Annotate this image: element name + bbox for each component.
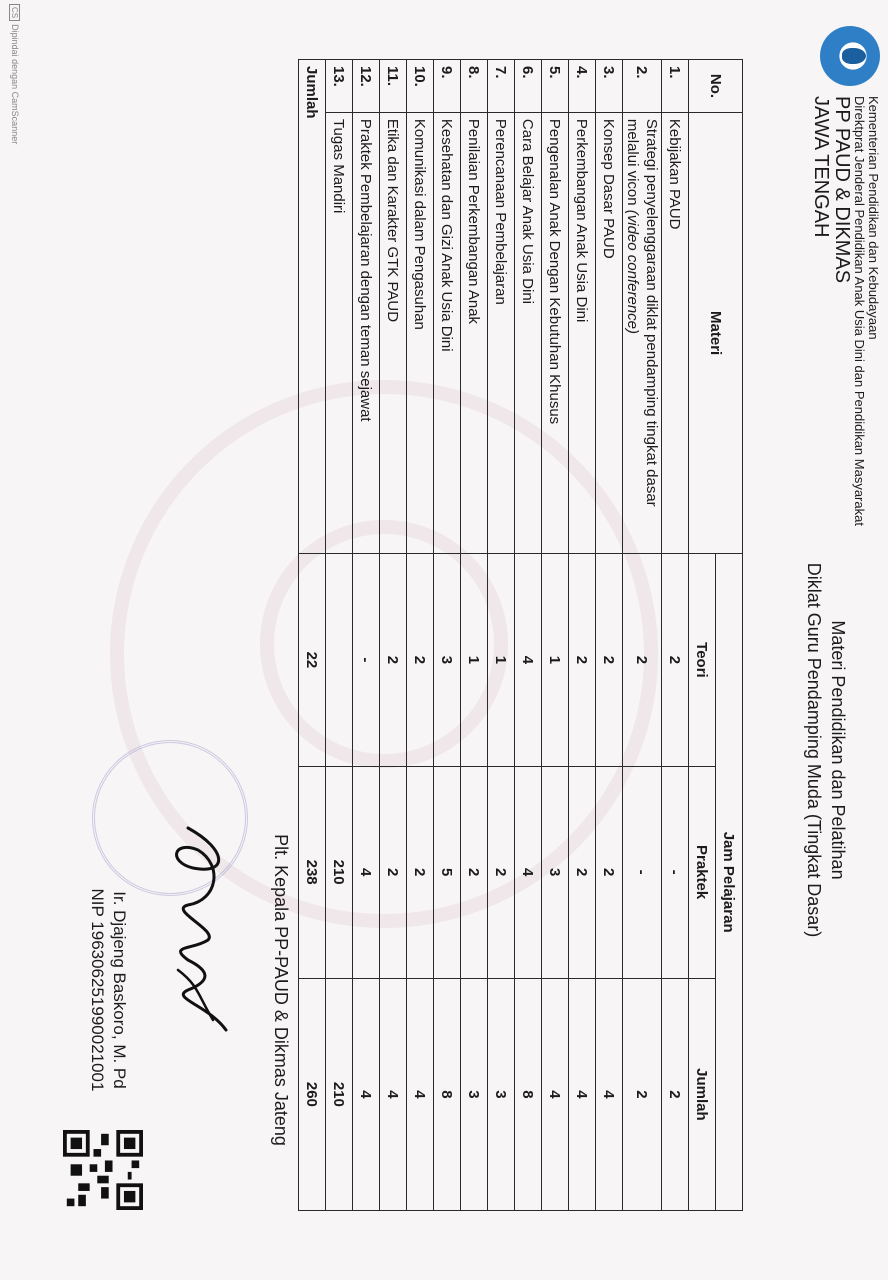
- row-teori: 2: [569, 554, 596, 766]
- row-jumlah: 8: [515, 978, 542, 1210]
- row-teori: 4: [515, 554, 542, 766]
- row-materi: Kebijakan PAUD: [662, 112, 689, 553]
- row-jumlah: 2: [623, 978, 662, 1210]
- total-label: Jumlah: [299, 60, 326, 554]
- header-praktek: Praktek: [689, 766, 716, 978]
- table-row: [353, 60, 380, 1211]
- table-row: [326, 60, 353, 1211]
- row-no: 11.: [380, 60, 407, 113]
- row-no: 8.: [461, 60, 488, 113]
- qr-code-icon: [63, 1130, 143, 1210]
- row-no: 12.: [353, 60, 380, 113]
- table-row: [596, 60, 623, 1211]
- signatory-name: Ir. Djajeng Baskoro, M. Pd: [110, 891, 129, 1089]
- row-materi: Konsep Dasar PAUD: [596, 112, 623, 553]
- region-name: JAWA TENGAH: [810, 96, 832, 238]
- ministry-name: Kementerian Pendidikan dan Kebudayaan: [866, 96, 881, 340]
- document-title: [802, 470, 850, 1030]
- row-teori: 1: [461, 554, 488, 766]
- table-row: [623, 60, 662, 1211]
- total-teori: 22: [299, 554, 326, 766]
- row-jumlah: 2: [662, 978, 689, 1210]
- signatory-nip: NIP 196306251990021001: [88, 888, 107, 1092]
- row-jumlah: 4: [569, 978, 596, 1210]
- row-materi: Etika dan Karakter GTK PAUD: [380, 112, 407, 553]
- row-praktek: 2: [596, 766, 623, 978]
- header-jumlah: Jumlah: [689, 978, 716, 1210]
- handwritten-signature-icon: [153, 820, 248, 1040]
- row-teori: 3: [434, 554, 461, 766]
- row-materi: Pengenalan Anak Dengan Kebutuhan Khusus: [542, 112, 569, 553]
- row-praktek: 4: [515, 766, 542, 978]
- row-jumlah: 4: [407, 978, 434, 1210]
- row-jumlah: 4: [353, 978, 380, 1210]
- row-teori: 2: [407, 554, 434, 766]
- institution-block: [810, 96, 880, 526]
- scanner-watermark: [9, 4, 20, 144]
- row-no: 6.: [515, 60, 542, 113]
- row-no: 5.: [542, 60, 569, 113]
- signatory-position: Plt. Kepala PP-PAUD & Dikmas Jateng: [271, 834, 291, 1146]
- camscanner-badge-icon: CS: [9, 4, 20, 21]
- row-jumlah: 210: [326, 978, 353, 1210]
- row-teori: [326, 554, 353, 766]
- total-jumlah: 260: [299, 978, 326, 1210]
- row-teori: 1: [542, 554, 569, 766]
- row-teori: 2: [380, 554, 407, 766]
- row-no: 3.: [596, 60, 623, 113]
- row-teori: 2: [662, 554, 689, 766]
- unit-name: PP PAUD & DIKMAS: [831, 96, 853, 284]
- row-praktek: 2: [488, 766, 515, 978]
- row-no: 4.: [569, 60, 596, 113]
- row-materi-italic: (video conference): [624, 209, 641, 335]
- row-praktek: 2: [569, 766, 596, 978]
- row-no: 1.: [662, 60, 689, 113]
- table-row: [434, 60, 461, 1211]
- row-jumlah: 3: [488, 978, 515, 1210]
- row-praktek: 2: [407, 766, 434, 978]
- row-teori: -: [353, 554, 380, 766]
- row-materi: Perkembangan Anak Usia Dini: [569, 112, 596, 553]
- row-praktek: 3: [542, 766, 569, 978]
- signatory-details: [86, 840, 130, 1140]
- row-materi: Tugas Mandiri: [326, 112, 353, 553]
- row-teori: 2: [596, 554, 623, 766]
- table-row: [515, 60, 542, 1211]
- row-jumlah: 4: [380, 978, 407, 1210]
- row-materi: Cara Belajar Anak Usia Dini: [515, 112, 542, 553]
- row-praktek: 2: [461, 766, 488, 978]
- header-materi: Materi: [689, 112, 743, 553]
- directorate-name: Direktprat Jenderal Pendidikan Anak Usia Dini dan Pendidikan Masyarakat: [852, 96, 867, 526]
- row-jumlah: 4: [542, 978, 569, 1210]
- total-praktek: 238: [299, 766, 326, 978]
- row-jumlah: 4: [596, 978, 623, 1210]
- signature-block: [270, 820, 292, 1160]
- row-no: 9.: [434, 60, 461, 113]
- header-jam-pelajaran: Jam Pelajaran: [716, 554, 743, 1211]
- row-no: 13.: [326, 60, 353, 113]
- row-materi: Penilaian Perkembangan Anak: [461, 112, 488, 553]
- total-row: [299, 60, 326, 1211]
- tut-wuri-handayani-logo-icon: [820, 26, 880, 86]
- table-row: [662, 60, 689, 1211]
- table-row: [461, 60, 488, 1211]
- title-line-1: Materi Pendidikan dan Pelatihan: [828, 620, 848, 880]
- row-praktek: 5: [434, 766, 461, 978]
- header-teori: Teori: [689, 554, 716, 766]
- row-praktek: 2: [380, 766, 407, 978]
- row-jumlah: 3: [461, 978, 488, 1210]
- header-no: No.: [689, 60, 743, 113]
- row-teori: 2: [623, 554, 662, 766]
- row-materi: Praktek Pembelajaran dengan teman sejawat: [353, 112, 380, 553]
- materials-table: [298, 59, 743, 1211]
- scanner-text: Dipindai dengan CamScanner: [10, 24, 20, 145]
- table-row: [407, 60, 434, 1211]
- row-no: 10.: [407, 60, 434, 113]
- row-praktek: -: [623, 766, 662, 978]
- title-line-2: Diklat Guru Pendamping Muda (Tingkat Dasar): [804, 562, 824, 938]
- row-praktek: -: [662, 766, 689, 978]
- row-teori: 1: [488, 554, 515, 766]
- row-praktek: 210: [326, 766, 353, 978]
- table-row: [542, 60, 569, 1211]
- row-materi: Kesehatan dan Gizi Anak Usia Dini: [434, 112, 461, 553]
- row-praktek: 4: [353, 766, 380, 978]
- table-row: [380, 60, 407, 1211]
- row-materi: Komunikasi dalam Pengasuhan: [407, 112, 434, 553]
- row-jumlah: 8: [434, 978, 461, 1210]
- table-row: [488, 60, 515, 1211]
- row-no: 2.: [623, 60, 662, 113]
- row-no: 7.: [488, 60, 515, 113]
- row-materi-text: Strategi penyelenggaraan diklat pendamping tingkat dasar melalui vicon: [624, 118, 660, 507]
- row-materi: [623, 112, 662, 553]
- table-row: [569, 60, 596, 1211]
- row-materi: Perencanaan Pembelajaran: [488, 112, 515, 553]
